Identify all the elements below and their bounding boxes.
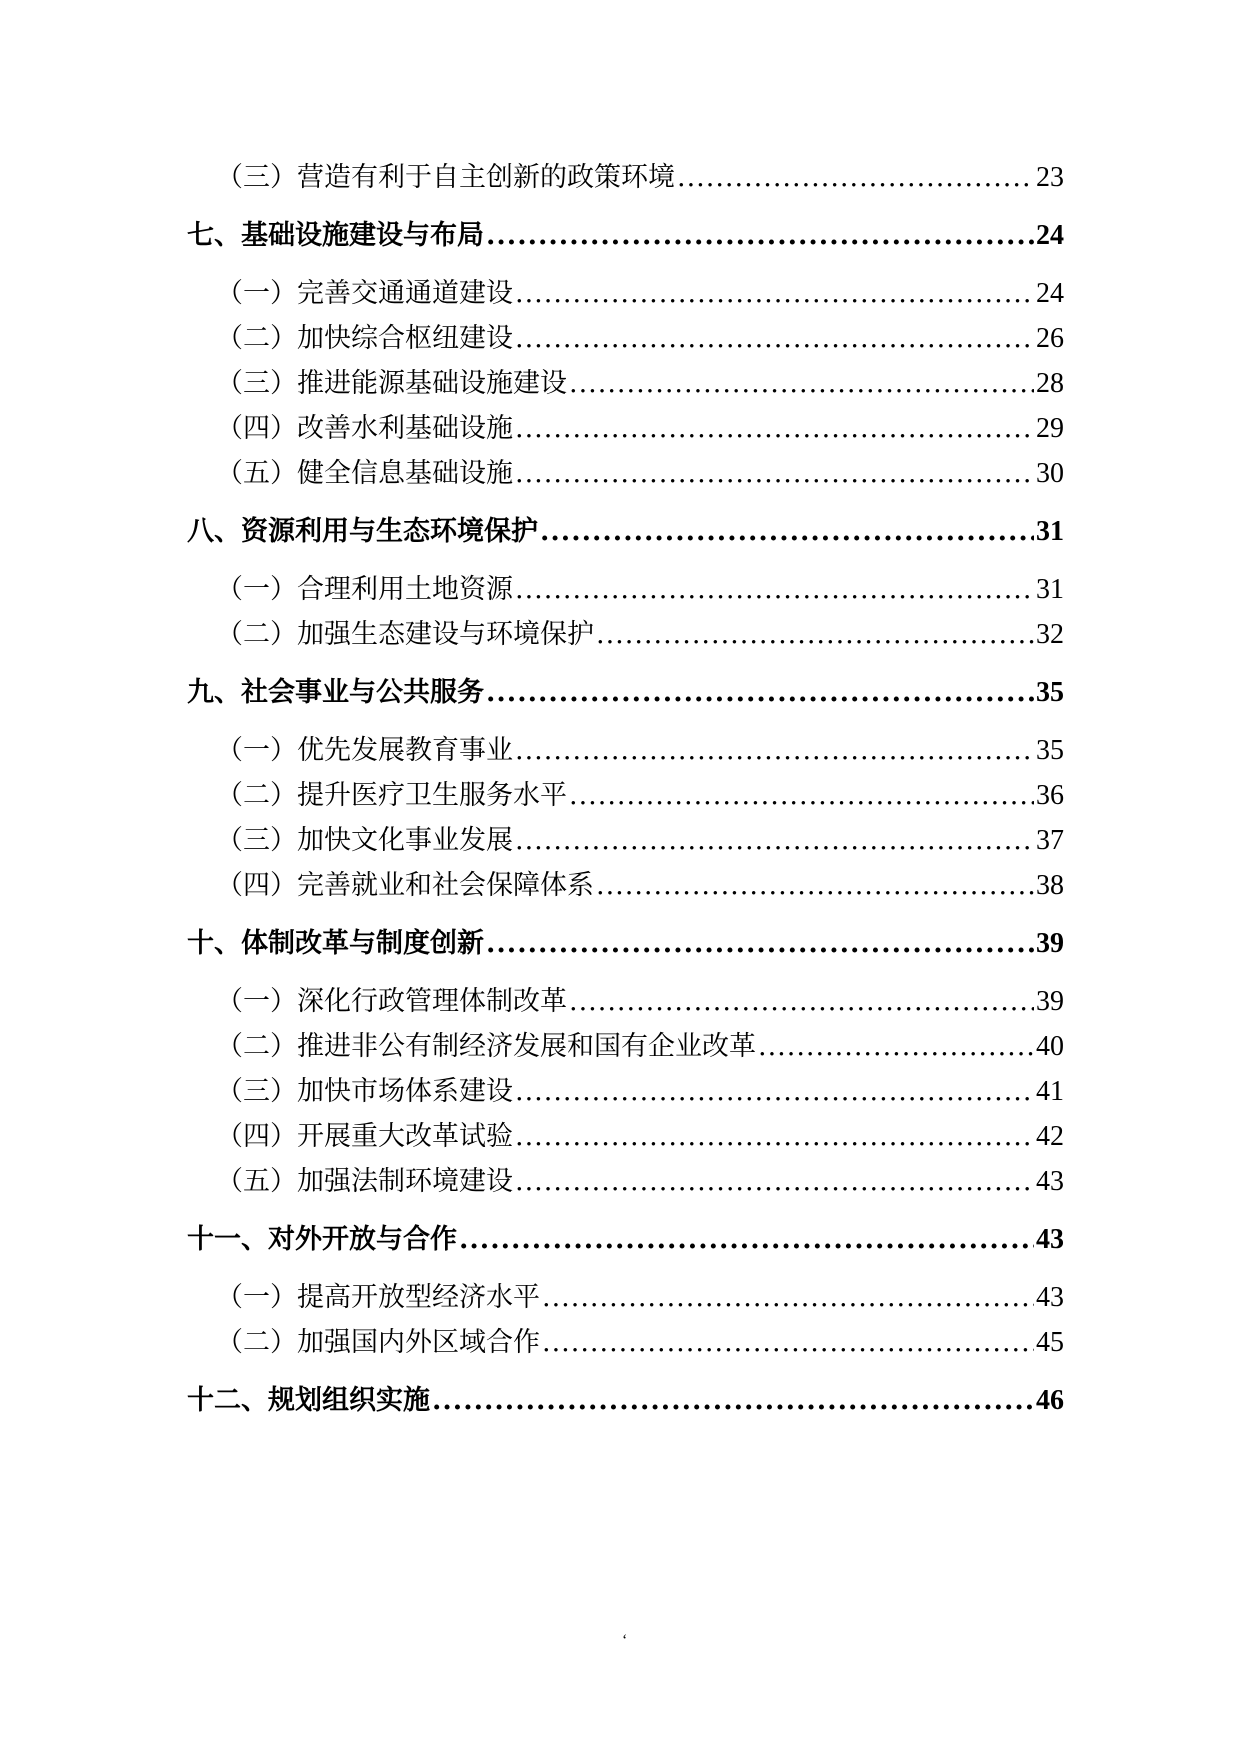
toc-chapter-page: 46 — [1036, 1385, 1064, 1416]
dot-leader — [515, 821, 1034, 861]
toc-entry-page: 43 — [1036, 1282, 1064, 1313]
toc-entry-title: （二）推进非公有制经济发展和国有企业改革 — [216, 1031, 756, 1062]
toc-entry-title: （四）改善水利基础设施 — [216, 413, 513, 444]
toc-entry-page: 41 — [1036, 1076, 1064, 1107]
toc-entry[interactable] — [216, 364, 1064, 404]
toc-entry[interactable] — [216, 319, 1064, 359]
toc-entry-page: 40 — [1036, 1031, 1064, 1062]
toc-entry[interactable] — [216, 1072, 1064, 1112]
toc-entry-title: （三）加快市场体系建设 — [216, 1076, 513, 1107]
toc-entry[interactable] — [216, 1278, 1064, 1318]
dot-leader — [515, 1117, 1034, 1157]
dot-leader — [542, 1278, 1034, 1318]
dot-leader — [677, 158, 1034, 198]
toc-entry-title: （五）加强法制环境建设 — [216, 1166, 513, 1197]
toc-entry[interactable] — [216, 1323, 1064, 1363]
dot-leader — [569, 364, 1034, 404]
toc-entry-title: （五）健全信息基础设施 — [216, 458, 513, 489]
toc-chapter[interactable] — [187, 924, 1064, 964]
toc-entry[interactable] — [216, 1027, 1064, 1067]
toc-entry[interactable] — [216, 615, 1064, 655]
dot-leader — [596, 615, 1034, 655]
toc-entry-title: （一）优先发展教育事业 — [216, 735, 513, 766]
dot-leader — [459, 1220, 1034, 1260]
toc-chapter-title: 十一、对外开放与合作 — [187, 1224, 457, 1255]
toc-chapter-title: 八、资源利用与生态环境保护 — [187, 516, 538, 547]
toc-chapter-page: 39 — [1036, 928, 1064, 959]
toc-entry-title: （四）开展重大改革试验 — [216, 1121, 513, 1152]
dot-leader — [515, 274, 1034, 314]
toc-entry[interactable] — [216, 866, 1064, 906]
dot-leader — [432, 1381, 1034, 1421]
dot-leader — [515, 454, 1034, 494]
toc-entry-page: 31 — [1036, 574, 1064, 605]
toc-entry[interactable] — [216, 570, 1064, 610]
dot-leader — [569, 982, 1034, 1022]
toc-chapter[interactable] — [187, 216, 1064, 256]
toc-entry-page: 23 — [1036, 162, 1064, 193]
toc-entry-title: （一）深化行政管理体制改革 — [216, 986, 567, 1017]
toc-entry-page: 39 — [1036, 986, 1064, 1017]
toc-entry-title: （四）完善就业和社会保障体系 — [216, 870, 594, 901]
toc-entry-title: （二）加快综合枢纽建设 — [216, 323, 513, 354]
toc-entry-title: （一）完善交通通道建设 — [216, 278, 513, 309]
toc-entry-page: 45 — [1036, 1327, 1064, 1358]
toc-entry-page: 29 — [1036, 413, 1064, 444]
toc-entry-title: （三）推进能源基础设施建设 — [216, 368, 567, 399]
toc-entry-title: （三）加快文化事业发展 — [216, 825, 513, 856]
toc-chapter[interactable] — [187, 1220, 1064, 1260]
toc-chapter-page: 31 — [1036, 516, 1064, 547]
dot-leader — [596, 866, 1034, 906]
toc-entry-page: 35 — [1036, 735, 1064, 766]
toc-entry-title: （一）提高开放型经济水平 — [216, 1282, 540, 1313]
toc-entry-page: 38 — [1036, 870, 1064, 901]
dot-leader — [515, 319, 1034, 359]
toc-entry-page: 37 — [1036, 825, 1064, 856]
toc-entry[interactable] — [216, 454, 1064, 494]
page-footer-mark: ‘ — [622, 1632, 628, 1649]
toc-entry-title: （二）加强国内外区域合作 — [216, 1327, 540, 1358]
toc-entry-page: 36 — [1036, 780, 1064, 811]
dot-leader — [486, 673, 1034, 713]
toc-entry[interactable] — [216, 776, 1064, 816]
toc-entry-page: 43 — [1036, 1166, 1064, 1197]
toc-entry-title: （一）合理利用土地资源 — [216, 574, 513, 605]
toc-entry[interactable] — [216, 982, 1064, 1022]
toc-entry-page: 24 — [1036, 278, 1064, 309]
dot-leader — [515, 731, 1034, 771]
toc-entry-title: （三）营造有利于自主创新的政策环境 — [216, 162, 675, 193]
toc-entry[interactable] — [216, 1117, 1064, 1157]
toc-entry[interactable] — [216, 409, 1064, 449]
toc-chapter-title: 十、体制改革与制度创新 — [187, 928, 484, 959]
dot-leader — [486, 216, 1034, 256]
dot-leader — [515, 570, 1034, 610]
toc-chapter-page: 35 — [1036, 677, 1064, 708]
toc-entry-page: 42 — [1036, 1121, 1064, 1152]
toc-chapter[interactable] — [187, 1381, 1064, 1421]
dot-leader — [515, 1162, 1034, 1202]
dot-leader — [486, 924, 1034, 964]
toc-chapter-title: 十二、规划组织实施 — [187, 1385, 430, 1416]
dot-leader — [758, 1027, 1034, 1067]
dot-leader — [515, 409, 1034, 449]
toc-chapter[interactable] — [187, 512, 1064, 552]
toc-entry-title: （二）加强生态建设与环境保护 — [216, 619, 594, 650]
dot-leader — [515, 1072, 1034, 1112]
toc-entry-page: 28 — [1036, 368, 1064, 399]
toc-chapter-title: 七、基础设施建设与布局 — [187, 220, 484, 251]
toc-entry[interactable] — [216, 274, 1064, 314]
toc-chapter-page: 43 — [1036, 1224, 1064, 1255]
toc-chapter-page: 24 — [1036, 220, 1064, 251]
toc-entry[interactable] — [216, 821, 1064, 861]
toc-chapter-title: 九、社会事业与公共服务 — [187, 677, 484, 708]
toc-chapter[interactable] — [187, 673, 1064, 713]
dot-leader — [569, 776, 1034, 816]
toc-entry-page: 30 — [1036, 458, 1064, 489]
dot-leader — [542, 1323, 1034, 1363]
toc-entry-page: 26 — [1036, 323, 1064, 354]
toc-entry-title: （二）提升医疗卫生服务水平 — [216, 780, 567, 811]
toc-entry[interactable] — [216, 1162, 1064, 1202]
dot-leader — [540, 512, 1034, 552]
toc-entry[interactable] — [216, 158, 1064, 198]
toc-entry-page: 32 — [1036, 619, 1064, 650]
toc-entry[interactable] — [216, 731, 1064, 771]
